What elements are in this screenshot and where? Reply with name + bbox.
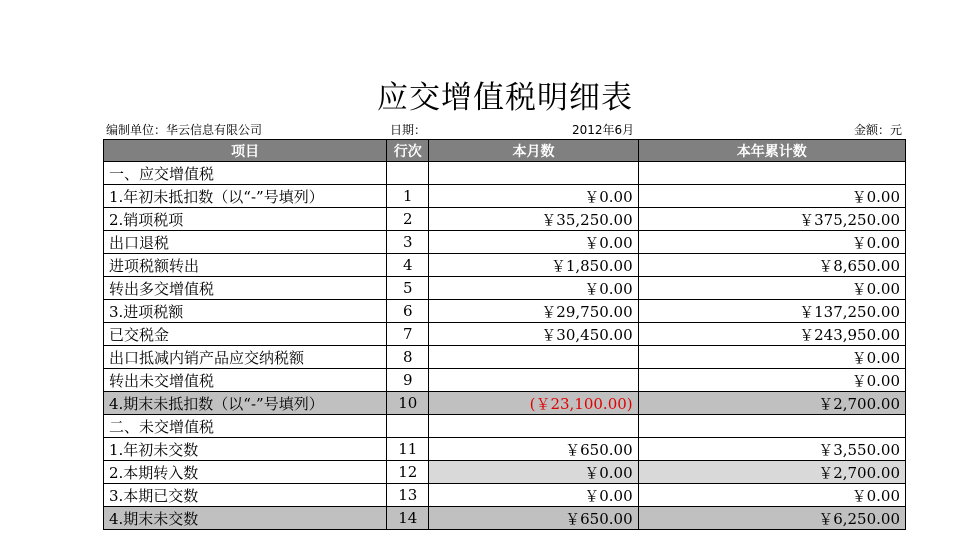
cell-month[interactable]: ￥650.00: [429, 507, 638, 530]
cell-item[interactable]: 2.销项税项: [104, 208, 387, 231]
cell-year[interactable]: ￥375,250.00: [638, 208, 905, 231]
table-row: [104, 254, 906, 277]
cell-line[interactable]: 8: [387, 346, 429, 369]
cell-line[interactable]: 9: [387, 369, 429, 392]
cell-month-negative[interactable]: (￥23,100.00): [429, 392, 638, 415]
cell-year[interactable]: [638, 415, 905, 438]
cell-year[interactable]: ￥0.00: [638, 369, 905, 392]
amount-unit-label: 金额：元: [853, 123, 902, 137]
cell-line[interactable]: 10: [387, 392, 429, 415]
table-row: [104, 346, 906, 369]
cell-year[interactable]: ￥6,250.00: [638, 507, 905, 530]
cell-line[interactable]: 12: [387, 461, 429, 484]
cell-month[interactable]: [429, 415, 638, 438]
cell-item[interactable]: 1.年初未交数: [104, 438, 387, 461]
cell-item[interactable]: 3.进项税额: [104, 300, 387, 323]
table-header-row: [104, 140, 906, 162]
cell-line[interactable]: 1: [387, 185, 429, 208]
cell-item[interactable]: 1.年初未抵扣数（以“-”号填列）: [104, 185, 387, 208]
cell-month[interactable]: ￥0.00: [429, 461, 638, 484]
table-row: [104, 461, 906, 484]
cell-item[interactable]: 进项税额转出: [104, 254, 387, 277]
cell-month[interactable]: ￥35,250.00: [429, 208, 638, 231]
cell-month[interactable]: [429, 346, 638, 369]
cell-item[interactable]: 4.期末未抵扣数（以“-”号填列）: [104, 392, 387, 415]
table-row: [104, 484, 906, 507]
cell-month[interactable]: [429, 369, 638, 392]
cell-line[interactable]: 11: [387, 438, 429, 461]
cell-year[interactable]: ￥8,650.00: [638, 254, 905, 277]
report-title: 应交增值税明细表: [377, 80, 633, 116]
cell-line[interactable]: 13: [387, 484, 429, 507]
date-label: 日期：: [390, 123, 427, 137]
cell-year[interactable]: ￥0.00: [638, 346, 905, 369]
cell-item[interactable]: 已交税金: [104, 323, 387, 346]
date-value[interactable]: 2012年6月: [572, 123, 635, 137]
cell-month[interactable]: ￥0.00: [429, 277, 638, 300]
cell-item[interactable]: 4.期末未交数: [104, 507, 387, 530]
cell-month[interactable]: ￥0.00: [429, 185, 638, 208]
cell-year[interactable]: ￥0.00: [638, 277, 905, 300]
cell-month[interactable]: [429, 162, 638, 185]
cell-year[interactable]: ￥2,700.00: [638, 392, 905, 415]
table-row: [104, 277, 906, 300]
cell-month[interactable]: ￥30,450.00: [429, 323, 638, 346]
table-row: [104, 162, 906, 185]
table-row: [104, 323, 906, 346]
table-row: [104, 369, 906, 392]
cell-line[interactable]: 2: [387, 208, 429, 231]
cell-item[interactable]: 转出多交增值税: [104, 277, 387, 300]
table-row-highlighted: [104, 507, 906, 530]
cell-line[interactable]: 7: [387, 323, 429, 346]
cell-item[interactable]: 二、未交增值税: [104, 415, 387, 438]
table-row: [104, 231, 906, 254]
cell-item[interactable]: 2.本期转入数: [104, 461, 387, 484]
cell-item[interactable]: 一、应交增值税: [104, 162, 387, 185]
cell-line[interactable]: 4: [387, 254, 429, 277]
cell-item[interactable]: 转出未交增值税: [104, 369, 387, 392]
cell-line[interactable]: [387, 162, 429, 185]
cell-month[interactable]: ￥650.00: [429, 438, 638, 461]
cell-item[interactable]: 出口退税: [104, 231, 387, 254]
cell-item[interactable]: 出口抵减内销产品应交纳税额: [104, 346, 387, 369]
header-year[interactable]: 本年累计数: [638, 140, 905, 162]
table-row: [104, 300, 906, 323]
table-row: [104, 438, 906, 461]
table-row: [104, 415, 906, 438]
cell-year[interactable]: ￥0.00: [638, 484, 905, 507]
cell-year[interactable]: ￥0.00: [638, 185, 905, 208]
table-row: [104, 208, 906, 231]
cell-line[interactable]: 5: [387, 277, 429, 300]
cell-line[interactable]: 14: [387, 507, 429, 530]
header-item[interactable]: 项目: [104, 140, 387, 162]
header-line[interactable]: 行次: [387, 140, 429, 162]
cell-line[interactable]: 6: [387, 300, 429, 323]
cell-year[interactable]: ￥2,700.00: [638, 461, 905, 484]
table-row-highlighted: [104, 392, 906, 415]
cell-year[interactable]: [638, 162, 905, 185]
header-month[interactable]: 本月数: [429, 140, 638, 162]
table-row: [104, 185, 906, 208]
cell-year[interactable]: ￥3,550.00: [638, 438, 905, 461]
cell-year[interactable]: ￥137,250.00: [638, 300, 905, 323]
vat-detail-table: [103, 139, 906, 530]
cell-month[interactable]: ￥0.00: [429, 484, 638, 507]
cell-line[interactable]: [387, 415, 429, 438]
company-unit-label: 编制单位：华云信息有限公司: [106, 123, 263, 137]
cell-month[interactable]: ￥0.00: [429, 231, 638, 254]
cell-month[interactable]: ￥1,850.00: [429, 254, 638, 277]
cell-line[interactable]: 3: [387, 231, 429, 254]
cell-year[interactable]: ￥0.00: [638, 231, 905, 254]
cell-month[interactable]: ￥29,750.00: [429, 300, 638, 323]
cell-year[interactable]: ￥243,950.00: [638, 323, 905, 346]
cell-item[interactable]: 3.本期已交数: [104, 484, 387, 507]
